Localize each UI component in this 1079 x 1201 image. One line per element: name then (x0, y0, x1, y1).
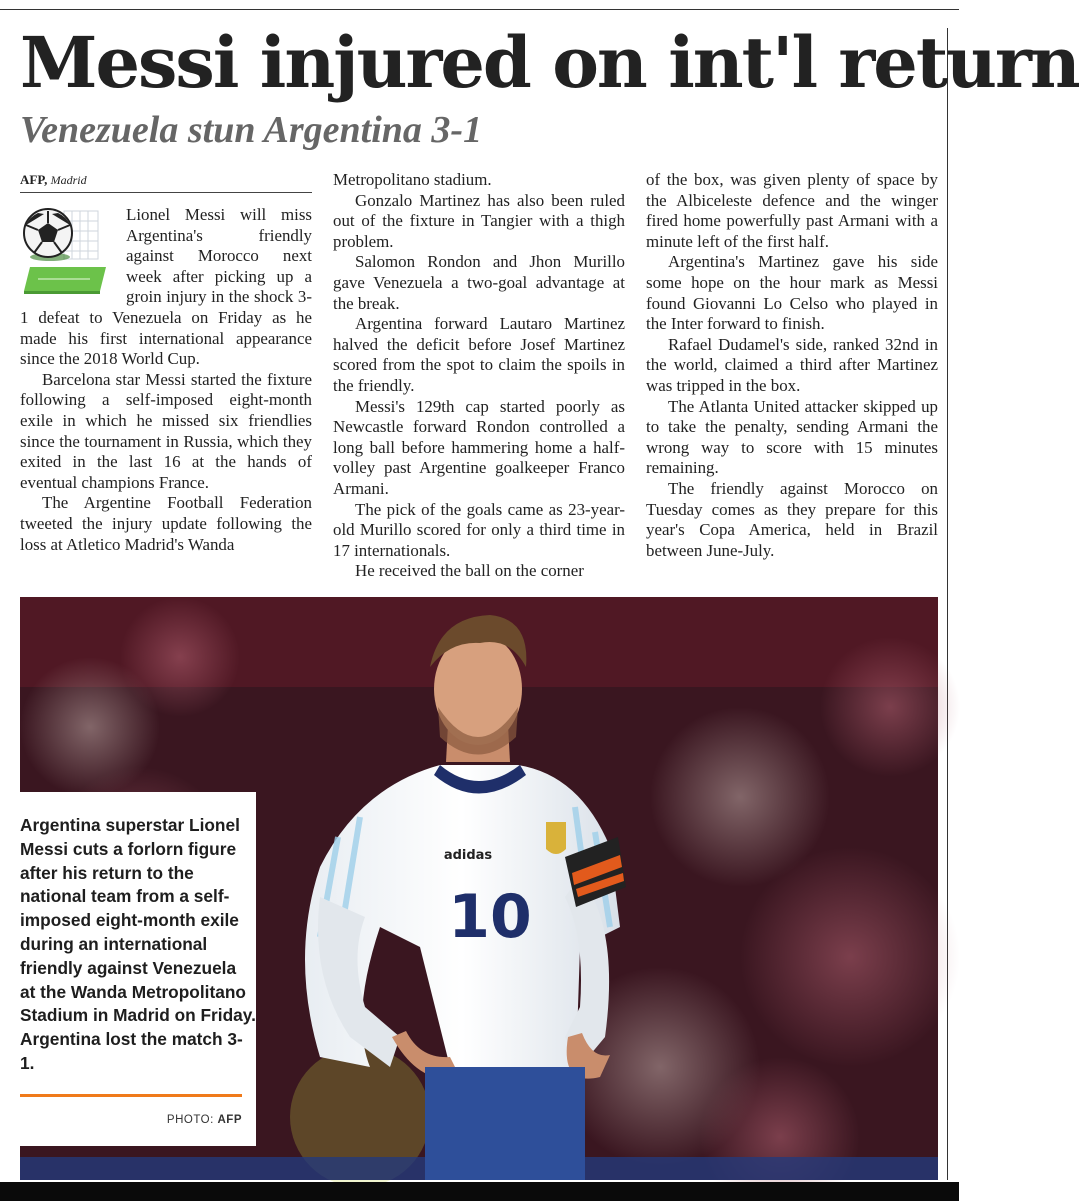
article-paragraph: Gonzalo Martinez has also been ruled out of the fixture in Tangier with a thigh problem. (333, 190, 625, 251)
soccer-ball-goal-icon (20, 205, 116, 297)
article-paragraph: Barcelona star Messi started the fixture following a self-imposed eight-month exile in which he missed six friendlies since the tournament in Russia, which they exited in the last 16 at the hands of eventual champions France. (20, 369, 312, 492)
article-column-1 (20, 170, 312, 555)
article-paragraph: The Atlanta United attacker skipped up to take the penalty, sending Armani the wrong way to score with 15 minutes remaining. (646, 396, 938, 478)
article-paragraph: Argentina's Martinez gave his side some hope on the hour mark as Messi found Giovanni Lo Celso who played in the Inter forward to finish. (646, 252, 938, 334)
subheadline: Venezuela stun Argentina 3-1 (20, 109, 483, 151)
photo-caption: Argentina superstar Lionel Messi cuts a forlorn figure after his return to the national team from a self-imposed eight-month exile during an international friendly against Venezuela at the Wanda Metropolitano Stadium in Madrid on Friday. Argentina lost the match 3-1. (20, 815, 256, 1073)
article-paragraph: Metropolitano stadium. (333, 170, 492, 189)
article-paragraph: Rafael Dudamel's side, ranked 32nd in the world, claimed a third after Martinez was tripped in the box. (646, 334, 938, 395)
jersey-crest (546, 822, 566, 854)
jersey-number: 10 (448, 882, 532, 952)
dateline-city: Madrid (50, 173, 87, 187)
article-paragraph: The pick of the goals came as 23-year-old Murillo scored for only a third time in 17 internationals. (333, 499, 625, 560)
article-paragraph: of the box, was given plenty of space by the Albiceleste defence and the winger fired home powerfully past Armani with a minute left of the first half. (646, 170, 938, 251)
article-paragraph: The Argentine Football Federation tweeted the injury update following the loss at Atletico Madrid's Wanda (20, 493, 312, 554)
photo-credit (167, 1114, 242, 1126)
article-paragraph: Salomon Rondon and Jhon Murillo gave Venezuela a two-goal advantage at the break. (333, 252, 625, 313)
article-paragraph: The friendly against Morocco on Tuesday comes as they prepare for this year's Copa America, held in Brazil between June-July. (646, 478, 938, 560)
top-rule (0, 9, 959, 10)
article-paragraph: He received the ball on the corner (355, 561, 584, 581)
bottom-bar (0, 1182, 959, 1201)
photo-credit-label: PHOTO: (166, 1114, 214, 1126)
caption-accent-rule (20, 1094, 242, 1097)
dateline (20, 170, 312, 193)
article-paragraph: Messi's 129th cap started poorly as Newcastle forward Rondon controlled a long ball before hammering home a half-volley past Argentine goalkeeper Franco Armani. (333, 396, 625, 498)
article-paragraph: Lionel Messi will miss Argentina's friendly against Morocco next week after picking up a groin injury in the shock 3-1 defeat to Venezuela on Friday as he made his first international appearance since the 2018 World Cup. (20, 205, 312, 369)
photo-credit-source: AFP (217, 1114, 242, 1126)
jersey-brand-logo: adidas (443, 848, 493, 863)
dateline-agency: AFP, (20, 172, 48, 187)
article-column-3 (646, 170, 938, 561)
article-paragraph: Argentina forward Lautaro Martinez halved the deficit before Josef Martinez scored from the spot to claim the spoils in the friendly. (333, 314, 625, 395)
article-column-2 (333, 170, 625, 582)
photo-caption-box (20, 792, 256, 1146)
headline: Messi injured on int'l return (20, 21, 1079, 104)
